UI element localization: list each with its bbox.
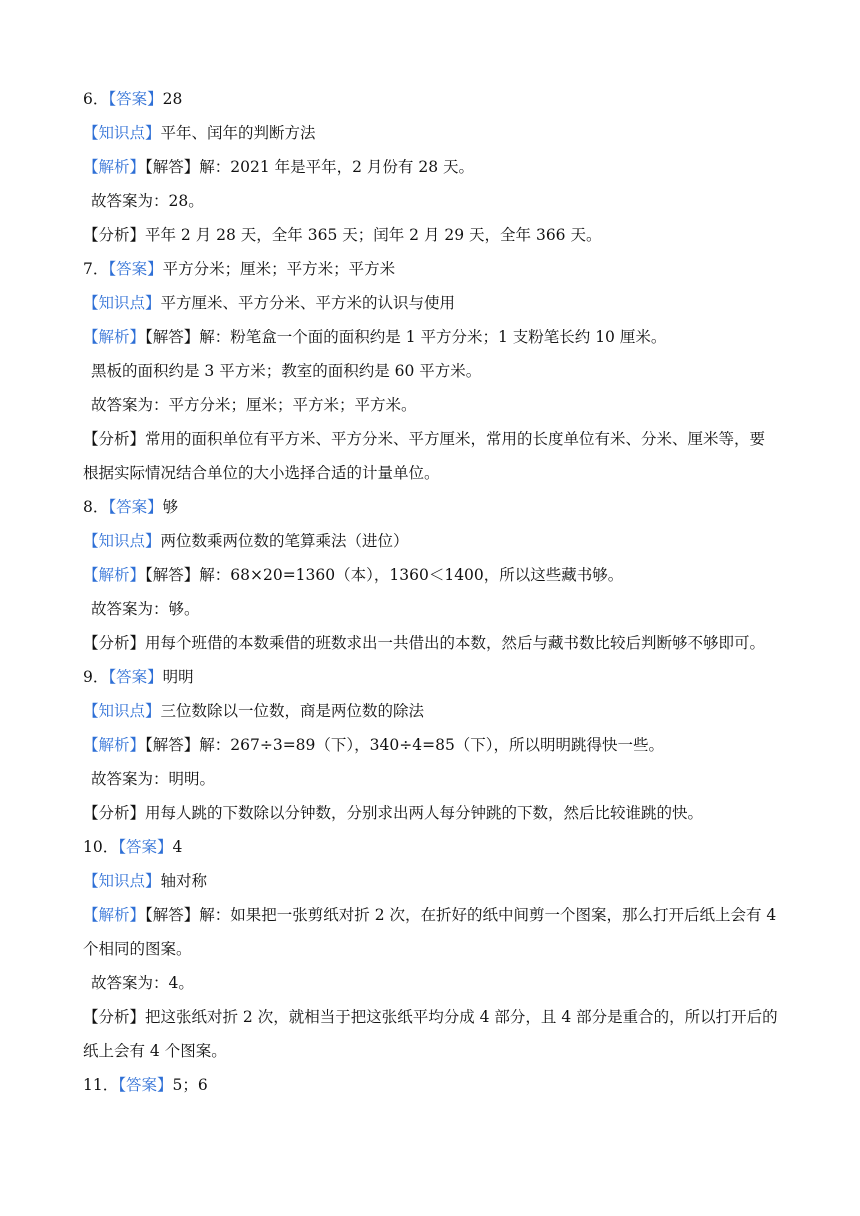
- doc-line: [83, 802, 790, 824]
- section-tag: 【知识点】: [83, 532, 161, 550]
- section-tag: 【知识点】: [83, 702, 161, 720]
- section-tag: 【答案】: [108, 90, 163, 108]
- line-text: 够: [162, 498, 179, 516]
- section-tag: 【解析】: [83, 906, 146, 924]
- section-tag: 【解析】: [83, 736, 146, 754]
- line-text: 故答案为：明明。: [91, 770, 216, 788]
- section-tag: 【答案】: [108, 260, 163, 278]
- doc-line: [91, 598, 790, 620]
- section-tag: 【知识点】: [83, 294, 161, 312]
- line-text: 【分析】平年 2 月 28 天，全年 365 天；闰年 2 月 29 天，全年 366 天。: [83, 226, 602, 244]
- line-text: 故答案为：够。: [91, 600, 200, 618]
- doc-line: [83, 1040, 790, 1062]
- section-tag: 【答案】: [118, 838, 173, 856]
- line-text: 故答案为：平方分米；厘米；平方米；平方米。: [91, 396, 417, 414]
- line-text: 【解答】解：粉笔盒一个面的面积约是 1 平方分米；1 支粉笔长约 10 厘米。: [145, 328, 667, 346]
- doc-line: [83, 666, 790, 688]
- line-text: 两位数乘两位数的笔算乘法（进位）: [160, 532, 409, 550]
- doc-line: [83, 938, 790, 960]
- line-text: 28: [162, 90, 183, 108]
- section-tag: 【答案】: [118, 1076, 173, 1094]
- line-text: 5；6: [172, 1076, 208, 1094]
- doc-line: [83, 632, 790, 654]
- line-text: 平方分米；厘米；平方米；平方米: [162, 260, 396, 278]
- section-tag: 【解析】: [83, 328, 146, 346]
- line-text: 故答案为：4。: [91, 974, 194, 992]
- line-text: 【分析】用每人跳的下数除以分钟数，分别求出两人每分钟跳的下数，然后比较谁跳的快。: [83, 804, 704, 822]
- doc-line: [91, 768, 790, 790]
- line-text: 纸上会有 4 个图案。: [83, 1042, 227, 1060]
- doc-line: [91, 190, 790, 212]
- doc-line: [83, 1006, 790, 1028]
- doc-line: [83, 530, 790, 552]
- doc-line: [83, 904, 790, 926]
- doc-line: [83, 258, 790, 280]
- doc-line: [83, 156, 790, 178]
- line-text: 三位数除以一位数，商是两位数的除法: [160, 702, 425, 720]
- doc-line: [83, 326, 790, 348]
- question-number: 6．: [83, 90, 109, 108]
- section-tag: 【知识点】: [83, 872, 161, 890]
- doc-line: [91, 360, 790, 382]
- doc-line: [83, 870, 790, 892]
- line-text: 黑板的面积约是 3 平方米；教室的面积约是 60 平方米。: [91, 362, 482, 380]
- line-text: 平年、闰年的判断方法: [160, 124, 316, 142]
- section-tag: 【知识点】: [83, 124, 161, 142]
- question-number: 10．: [83, 838, 119, 856]
- doc-line: [83, 1074, 790, 1096]
- doc-line: [83, 88, 790, 110]
- doc-line: [83, 462, 790, 484]
- line-text: 个相同的图案。: [83, 940, 192, 958]
- line-text: 根据实际情况结合单位的大小选择合适的计量单位。: [83, 464, 440, 482]
- doc-line: [83, 836, 790, 858]
- line-text: 4: [172, 838, 183, 856]
- line-text: 明明: [162, 668, 194, 686]
- line-text: 【解答】解：如果把一张剪纸对折 2 次，在折好的纸中间剪一个图案，那么打开后纸上会有 4: [145, 906, 777, 924]
- doc-line: [83, 734, 790, 756]
- doc-line: [91, 394, 790, 416]
- doc-line: [83, 564, 790, 586]
- doc-line: [83, 428, 790, 450]
- line-text: 【分析】常用的面积单位有平方米、平方分米、平方厘米，常用的长度单位有米、分米、厘米等，要: [83, 430, 766, 448]
- doc-line: [91, 972, 790, 994]
- question-number: 11．: [83, 1076, 119, 1094]
- line-text: 轴对称: [160, 872, 208, 890]
- line-text: 【解答】解：2021 年是平年，2 月份有 28 天。: [145, 158, 475, 176]
- question-number: 8．: [83, 498, 109, 516]
- doc-line: [83, 224, 790, 246]
- line-text: 【分析】用每个班借的本数乘借的班数求出一共借出的本数，然后与藏书数比较后判断够不够即可。: [83, 634, 766, 652]
- line-text: 【解答】解：267÷3=89（下），340÷4=85（下），所以明明跳得快一些。: [145, 736, 665, 754]
- line-text: 平方厘米、平方分米、平方米的认识与使用: [160, 294, 456, 312]
- doc-line: [83, 122, 790, 144]
- section-tag: 【答案】: [108, 498, 163, 516]
- section-tag: 【解析】: [83, 158, 146, 176]
- section-tag: 【解析】: [83, 566, 146, 584]
- doc-line: [83, 292, 790, 314]
- section-tag: 【答案】: [108, 668, 163, 686]
- line-text: 【解答】解：68×20=1360（本），1360＜1400，所以这些藏书够。: [145, 566, 624, 584]
- question-number: 9．: [83, 668, 109, 686]
- doc-line: [83, 496, 790, 518]
- line-text: 【分析】把这张纸对折 2 次，就相当于把这张纸平均分成 4 部分，且 4 部分是重合的，所以打开后的: [83, 1008, 778, 1026]
- doc-line: [83, 700, 790, 722]
- question-number: 7．: [83, 260, 109, 278]
- line-text: 故答案为：28。: [91, 192, 204, 210]
